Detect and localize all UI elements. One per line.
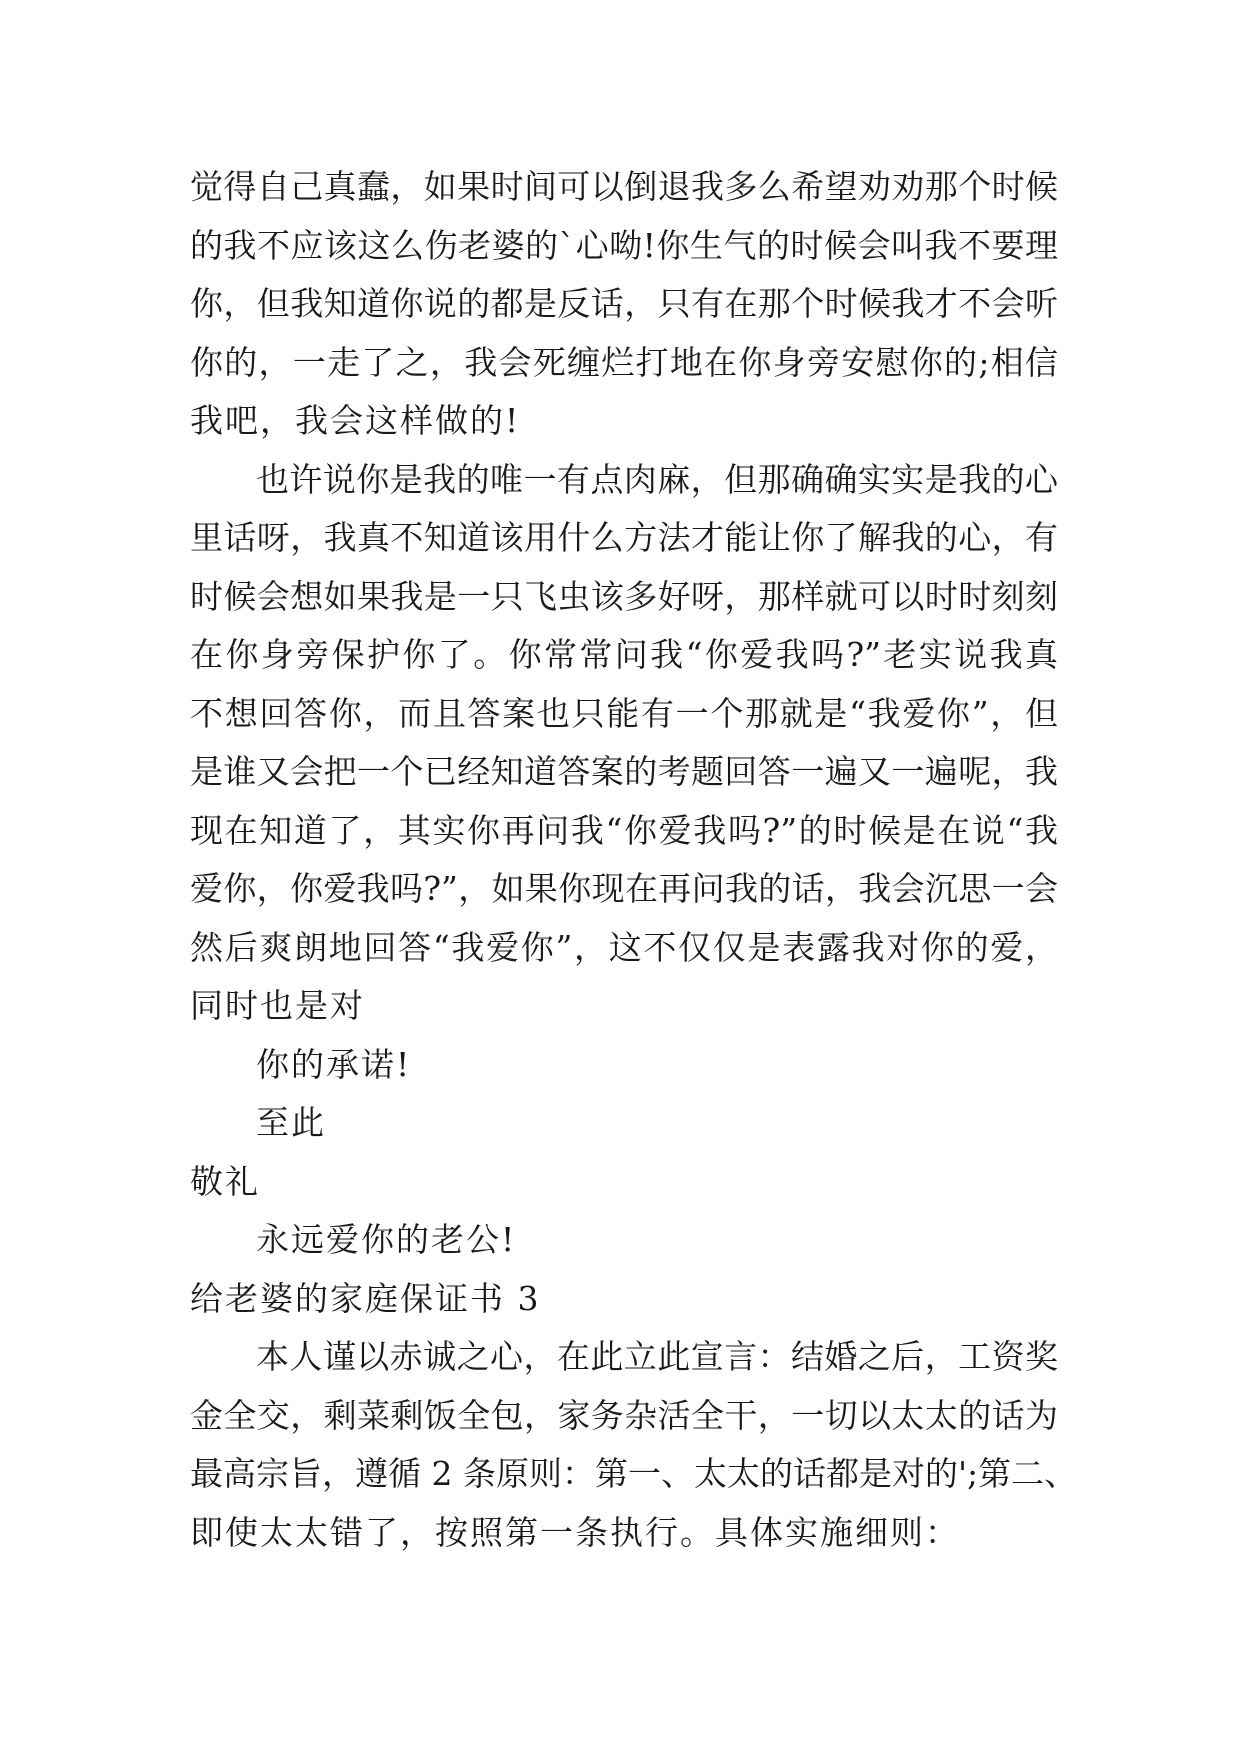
text-line: 同时也是对	[190, 986, 365, 1025]
document-body	[190, 158, 1078, 1562]
closing-line: 至此	[256, 1103, 326, 1142]
text-line: 金全交，剩菜剩饭全包，家务杂活全干，一切以太太的话为	[190, 1395, 1058, 1435]
text-line: 你的承诺!	[256, 1044, 412, 1084]
salutation-line: 敬礼	[190, 1161, 260, 1201]
paragraph-start-line: 本人谨以赤诚之心，在此立此宣言：结婚之后，工资奖	[256, 1337, 1058, 1376]
text-line: 最高宗旨，遵循 2 条原则：第一、太太的话都是对的';第二、	[190, 1454, 1078, 1493]
text-line: 即使太太错了，按照第一条执行。具体实施细则：	[190, 1512, 960, 1552]
text-line: 现在知道了，其实你再问我“你爱我吗?”的时候是在说“我	[190, 810, 1058, 850]
text-line: 我吧，我会这样做的!	[190, 401, 521, 440]
text-line: 爱你，你爱我吗?”，如果你现在再问我的话，我会沉思一会	[190, 869, 1058, 908]
signature-line: 永远爱你的老公!	[256, 1220, 517, 1259]
text-line: 是谁又会把一个已经知道答案的考题回答一遍又一遍呢，我	[190, 752, 1058, 791]
text-line: 你，但我知道你说的都是反话，只有在那个时候我才不会听	[190, 284, 1058, 323]
text-line: 然后爽朗地回答“我爱你”，这不仅仅是表露我对你的爱，	[190, 927, 1058, 967]
text-line: 里话呀，我真不知道该用什么方法才能让你了解我的心，有	[190, 518, 1058, 557]
text-line: 不想回答你，而且答案也只能有一个那就是“我爱你”，但	[190, 693, 1058, 733]
text-line: 在你身旁保护你了。你常常问我“你爱我吗?”老实说我真	[190, 635, 1058, 674]
text-line: 时候会想如果我是一只飞虫该多好呀，那样就可以时时刻刻	[190, 576, 1058, 616]
section-heading: 给老婆的家庭保证书 3	[190, 1278, 541, 1318]
paragraph-start-line: 也许说你是我的唯一有点肉麻，但那确确实实是我的心	[256, 459, 1058, 499]
text-line: 的我不应该这么伤老婆的`心呦!你生气的时候会叫我不要理	[190, 225, 1058, 265]
text-line: 觉得自己真蠢，如果时间可以倒退我多么希望劝劝那个时候	[190, 167, 1058, 206]
text-line: 你的，一走了之，我会死缠烂打地在你身旁安慰你的;相信	[190, 342, 1058, 382]
